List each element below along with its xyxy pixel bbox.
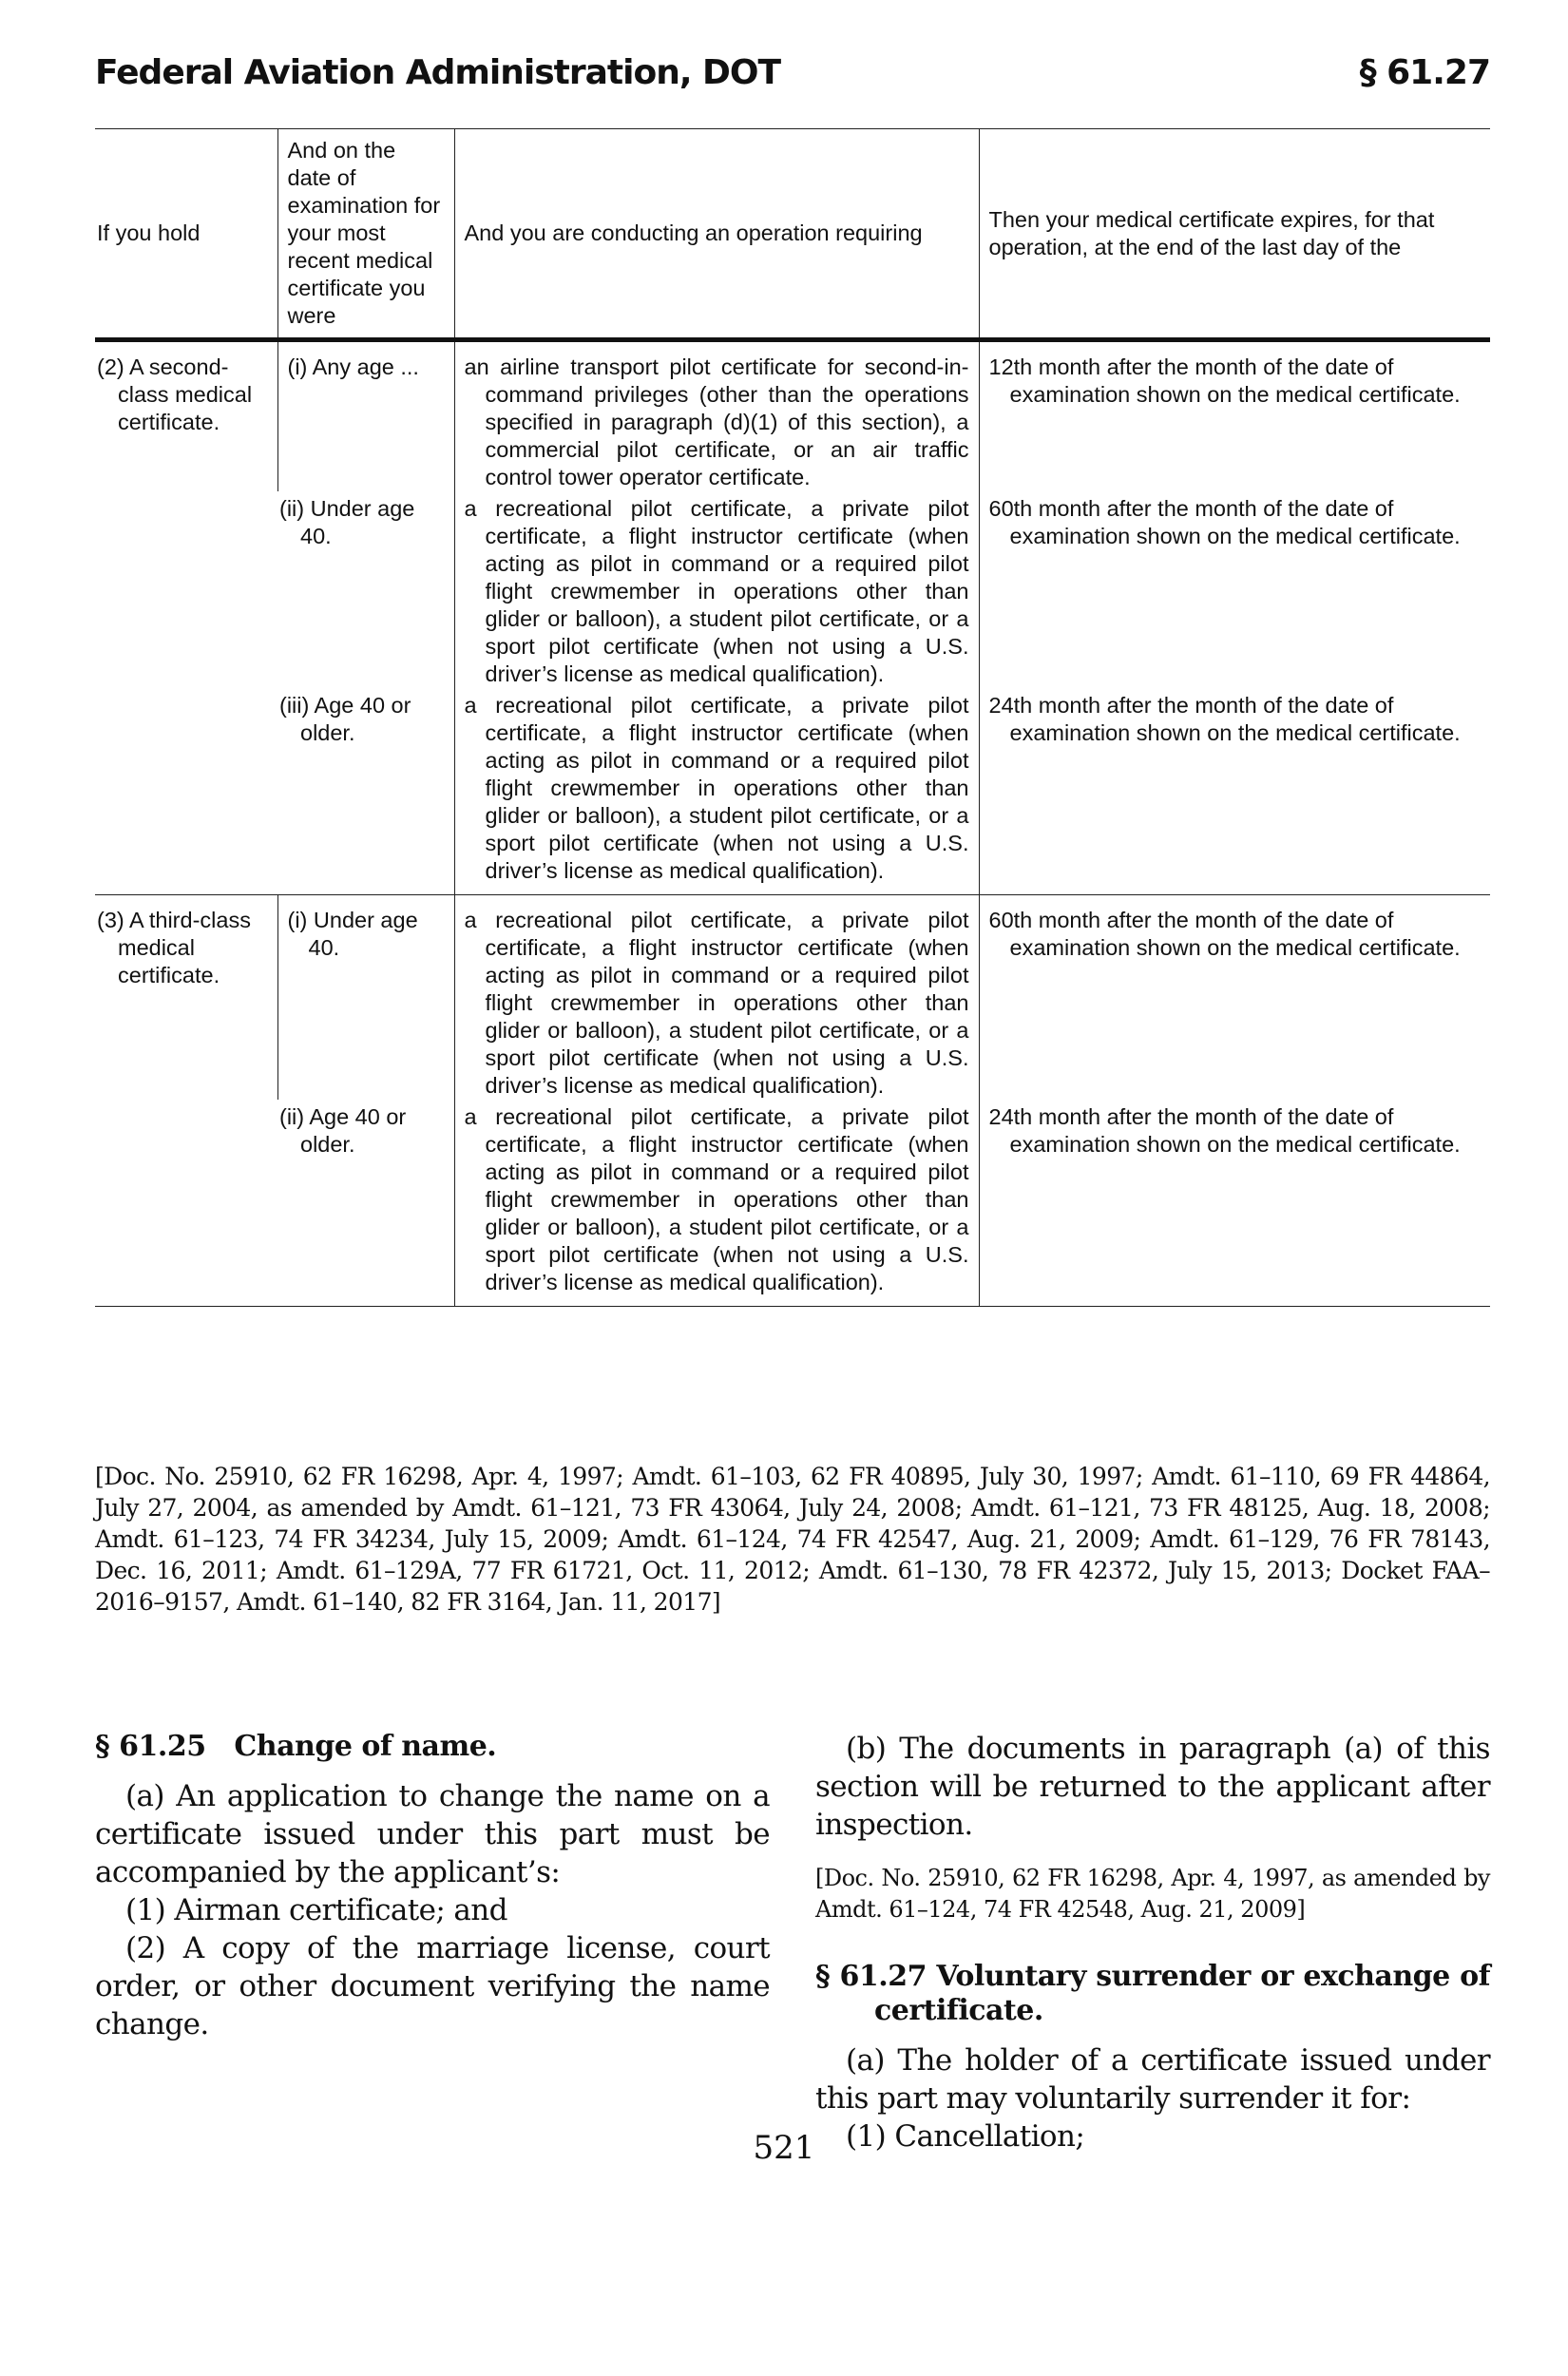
paragraph-a: (a) The holder of a certificate issued under this part may voluntarily surrender it for: xyxy=(815,2043,1490,2116)
table-row xyxy=(95,688,1490,895)
holder-text: (3) A third-class medical certificate. xyxy=(97,908,251,987)
expires-cell xyxy=(979,895,1490,1101)
expires-text: 12th month after the month of the date of examination shown on the medical certificate. xyxy=(988,354,1461,407)
section-heading-61-25: § 61.25 Change of name. xyxy=(95,1730,497,1763)
operation-text: a recreational pilot certificate, a private pilot certificate, a flight instructor certificate (when acting as pilot in command or a required pilot flight crewmember in operations other than glider or balloon), a student pilot certificate, or a sport pilot certificate (when not using a U.S. driver’s license as medical qualification). xyxy=(464,1104,969,1294)
age-text: (ii) Age 40 or older. xyxy=(279,1104,407,1157)
expires-cell xyxy=(979,491,1490,688)
paragraph-b: (b) The documents in paragraph (a) of this section will be returned to the applicant after inspection. xyxy=(815,1732,1490,1842)
expires-cell xyxy=(979,340,1490,492)
section-heading-61-27: § 61.27 Voluntary surrender or exchange of certificate. xyxy=(815,1960,1490,2027)
column-header-age: And on the date of examination for your most recent medical certificate you were xyxy=(277,129,454,340)
age-cell xyxy=(277,1100,454,1307)
expires-text: 24th month after the month of the date of examination shown on the medical certificate. xyxy=(988,693,1461,745)
page-number: 521 xyxy=(753,2129,815,2167)
left-column xyxy=(95,1730,770,2043)
age-cell xyxy=(277,340,454,492)
operation-cell xyxy=(454,1100,979,1307)
paragraph-item-1: (1) Airman certificate; and xyxy=(125,1893,507,1927)
expires-cell xyxy=(979,1100,1490,1307)
section-citation: [Doc. No. 25910, 62 FR 16298, Apr. 4, 1997, as amended by Amdt. 61–124, 74 FR 42548, Aug. 21, 2009] xyxy=(815,1865,1490,1923)
column-header-holder: If you hold xyxy=(95,129,277,340)
operation-cell xyxy=(454,491,979,688)
amendment-citation: [Doc. No. 25910, 62 FR 16298, Apr. 4, 1997; Amdt. 61–103, 62 FR 40895, July 30, 1997; Amdt. 61–110, 69 FR 44864, July 27, 2004, as amended by Amdt. 61–121, 73 FR 43064, July 24, 2008; Amdt. 61–121, 73 FR 48125, Aug. 18, 2008; Amdt. 61–123, 74 FR 34234, July 15, 2009; Amdt. 61–124, 74 FR 42547, Aug. 21, 2009; Amdt. 61–129, 76 FR 78143, Dec. 16, 2011; Amdt. 61–129A, 77 FR 61721, Oct. 11, 2012; Amdt. 61–130, 78 FR 42372, July 15, 2013; Docket FAA–2016–9157, Amdt. 61–140, 82 FR 3164, Jan. 11, 2017] xyxy=(95,1463,1490,1616)
table-row xyxy=(95,491,1490,688)
operation-text: a recreational pilot certificate, a private pilot certificate, a flight instructor certificate (when acting as pilot in command or a required pilot flight crewmember in operations other than glider or balloon), a student pilot certificate, or a sport pilot certificate (when not using a U.S. driver’s license as medical qualification). xyxy=(464,908,969,1098)
column-header-operation: And you are conducting an operation requiring xyxy=(454,129,979,340)
age-text: (ii) Under age 40. xyxy=(279,496,415,548)
paragraph-a: (a) An application to change the name on a certificate issued under this part must be accompanied by the applicant’s: xyxy=(95,1779,770,1889)
operation-cell xyxy=(454,895,979,1101)
holder-cell xyxy=(95,340,277,895)
age-cell xyxy=(277,895,454,1101)
paragraph-item-2: (2) A copy of the marriage license, court order, or other document verifying the name change. xyxy=(95,1931,770,2041)
age-cell xyxy=(277,688,454,895)
paragraph-item-1: (1) Cancellation; xyxy=(846,2119,1085,2154)
running-header-section: § 61.27 xyxy=(1359,53,1490,92)
operation-text: an airline transport pilot certificate for second-in-command privileges (other than the operations specified in paragraph (d)(1) of this section), a commercial pilot certificate, or an air traffic control tower operator certificate. xyxy=(464,354,969,489)
expires-cell xyxy=(979,688,1490,895)
medical-certificate-expiration-table xyxy=(95,128,1490,1307)
holder-text: (2) A second-class medical certificate. xyxy=(97,354,253,434)
running-header-agency: Federal Aviation Administration, DOT xyxy=(95,53,781,92)
table-header-row xyxy=(95,129,1490,340)
column-header-expires: Then your medical certificate expires, for that operation, at the end of the last day of the xyxy=(979,129,1490,340)
age-cell xyxy=(277,491,454,688)
table-row xyxy=(95,895,1490,1101)
operation-cell xyxy=(454,688,979,895)
operation-text: a recreational pilot certificate, a private pilot certificate, a flight instructor certificate (when acting as pilot in command or a required pilot flight crewmember in operations other than glider or balloon), a student pilot certificate, or a sport pilot certificate (when not using a U.S. driver’s license as medical qualification). xyxy=(464,496,969,686)
expires-text: 24th month after the month of the date of examination shown on the medical certificate. xyxy=(988,1104,1461,1157)
table-row xyxy=(95,340,1490,492)
holder-cell xyxy=(95,895,277,1307)
operation-cell xyxy=(454,340,979,492)
expires-text: 60th month after the month of the date of examination shown on the medical certificate. xyxy=(988,496,1461,548)
operation-text: a recreational pilot certificate, a private pilot certificate, a flight instructor certificate (when acting as pilot in command or a required pilot flight crewmember in operations other than glider or balloon), a student pilot certificate, or a sport pilot certificate (when not using a U.S. driver’s license as medical qualification). xyxy=(464,693,969,883)
right-column xyxy=(815,1730,1490,2156)
table-row xyxy=(95,1100,1490,1307)
age-text: (i) Any age ... xyxy=(287,354,419,379)
expires-text: 60th month after the month of the date of examination shown on the medical certificate. xyxy=(988,908,1461,960)
age-text: (iii) Age 40 or older. xyxy=(279,693,411,745)
age-text: (i) Under age 40. xyxy=(287,908,418,960)
